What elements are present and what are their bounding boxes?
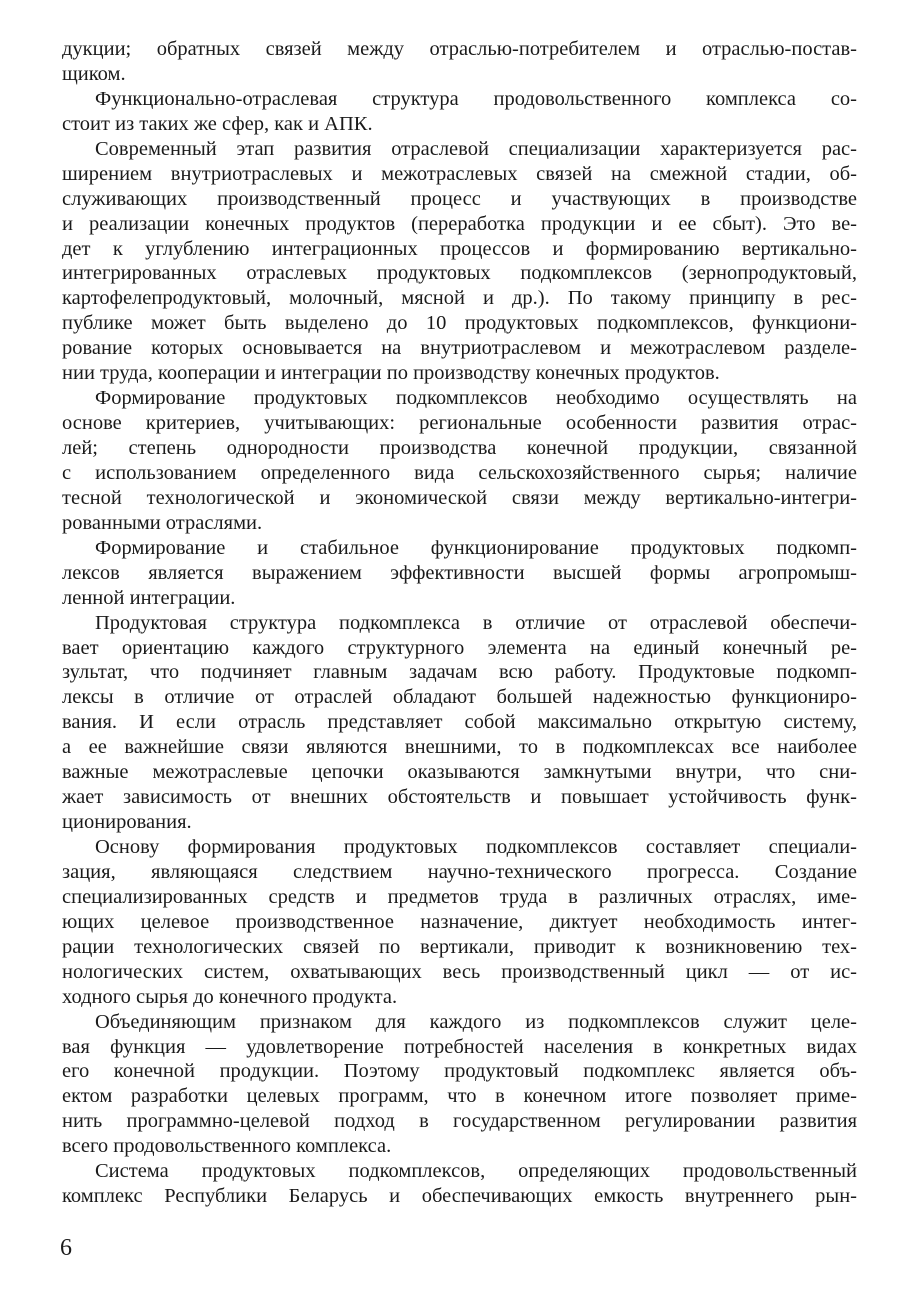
paragraph (62, 386, 857, 536)
text-line: нологических систем, охватывающих весь производственный цикл — от ис- (62, 960, 857, 983)
text-line: рации технологических связей по вертикали, приводит к возникновению тех- (62, 935, 857, 958)
text-line: ширением внутриотраслевых и межотраслевых связей на смежной стадии, об- (62, 162, 857, 185)
text-line: дукции; обратных связей между отраслью-потребителем и отраслью-постав- (62, 38, 857, 60)
body-text (62, 37, 857, 1209)
text-line: картофелепродуктовый, молочный, мясной и др.). По такому принципу в рес- (62, 287, 857, 310)
paragraph (62, 87, 857, 137)
text-line: вания. И если отрасль представляет собой максимально открытую систему, (62, 711, 857, 734)
text-line: всего продовольственного комплекса. (62, 1135, 392, 1158)
text-line: жает зависимость от внешних обстоятельств и повышает устойчивость функ- (62, 786, 857, 809)
text-line: лексы в отличие от отраслей обладают большей надежностью функциониро- (62, 686, 857, 709)
page-number: 6 (60, 1235, 72, 1261)
paragraph (62, 536, 857, 611)
text-line: щиком. (62, 62, 126, 85)
text-line: нить программно-целевой подход в государственном регулировании развития (62, 1110, 857, 1133)
text-line: нии труда, кооперации и интеграции по производству конечных продуктов. (62, 362, 720, 385)
text-line: комплекс Республики Беларусь и обеспечивающих емкость внутреннего рын- (62, 1185, 857, 1208)
text-line: Функционально-отраслевая структура продовольственного комплекса со- (95, 87, 857, 110)
text-line: Продуктовая структура подкомплекса в отличие от отраслевой обеспечи- (95, 611, 857, 634)
text-line: Основу формирования продуктовых подкомплексов составляет специали- (95, 836, 857, 858)
text-line: рованными отраслями. (62, 511, 263, 534)
text-line: важные межотраслевые цепочки оказываются замкнутыми внутри, что сни- (62, 761, 857, 784)
text-line: основе критериев, учитывающих: региональные особенности развития отрас- (62, 412, 857, 435)
paragraph (62, 835, 857, 1010)
text-line: Формирование и стабильное функционирование продуктовых подкомп- (95, 536, 857, 559)
text-line: интегрированных отраслевых продуктовых подкомплексов (зернопродуктовый, (62, 262, 857, 285)
paragraph (62, 611, 857, 835)
text-line: ционирования. (62, 811, 192, 834)
text-line: Современный этап развития отраслевой специализации характеризуется рас- (95, 137, 857, 160)
text-line: Формирование продуктовых подкомплексов необходимо осуществлять на (95, 387, 857, 410)
text-line: его конечной продукции. Поэтому продуктовый подкомплекс является объ- (62, 1060, 857, 1083)
text-line: Объединяющим признаком для каждого из подкомплексов служит целе- (95, 1010, 857, 1033)
text-line: публике может быть выделено до 10 продуктовых подкомплексов, функциони- (62, 312, 857, 335)
text-line: ходного сырья до конечного продукта. (62, 985, 398, 1008)
text-line: вает ориентацию каждого структурного элемента на единый конечный ре- (62, 636, 857, 659)
paragraph (62, 1159, 857, 1209)
paragraph (62, 137, 857, 386)
text-line: стоит из таких же сфер, как и АПК. (62, 112, 373, 135)
text-line: ленной интеграции. (62, 586, 236, 609)
text-line: специализированных средств и предметов труда в различных отраслях, име- (62, 885, 857, 908)
text-line: Система продуктовых подкомплексов, определяющих продовольственный (95, 1160, 857, 1183)
text-line: и реализации конечных продуктов (переработка продукции и ее сбыт). Это ве- (62, 212, 857, 235)
text-line: рование которых основывается на внутриотраслевом и межотраслевом разделе- (62, 337, 857, 360)
paragraph (62, 37, 857, 87)
text-line: лей; степень однородности производства конечной продукции, связанной (62, 437, 857, 459)
text-line: вая функция — удовлетворение потребностей населения в конкретных видах (62, 1035, 857, 1058)
text-line: ектом разработки целевых программ, что в конечном итоге позволяет приме- (62, 1085, 857, 1108)
text-line: с использованием определенного вида сельскохозяйственного сырья; наличие (62, 461, 857, 484)
paragraph (62, 1010, 857, 1160)
text-line: служивающих производственный процесс и участвующих в производстве (62, 187, 857, 210)
text-line: дет к углублению интеграционных процессов и формированию вертикально- (62, 237, 857, 260)
text-line: зация, являющаяся следствием научно-технического прогресса. Создание (62, 860, 857, 883)
text-line: зультат, что подчиняет главным задачам всю работу. Продуктовые подкомп- (62, 661, 857, 684)
text-line: ющих целевое производственное назначение, диктует необходимость интег- (62, 910, 857, 933)
text-line: лексов является выражением эффективности высшей формы агропромыш- (62, 561, 857, 584)
text-line: а ее важнейшие связи являются внешними, то в подкомплексах все наиболее (62, 736, 857, 759)
text-line: тесной технологической и экономической связи между вертикально-интегри- (62, 486, 857, 509)
